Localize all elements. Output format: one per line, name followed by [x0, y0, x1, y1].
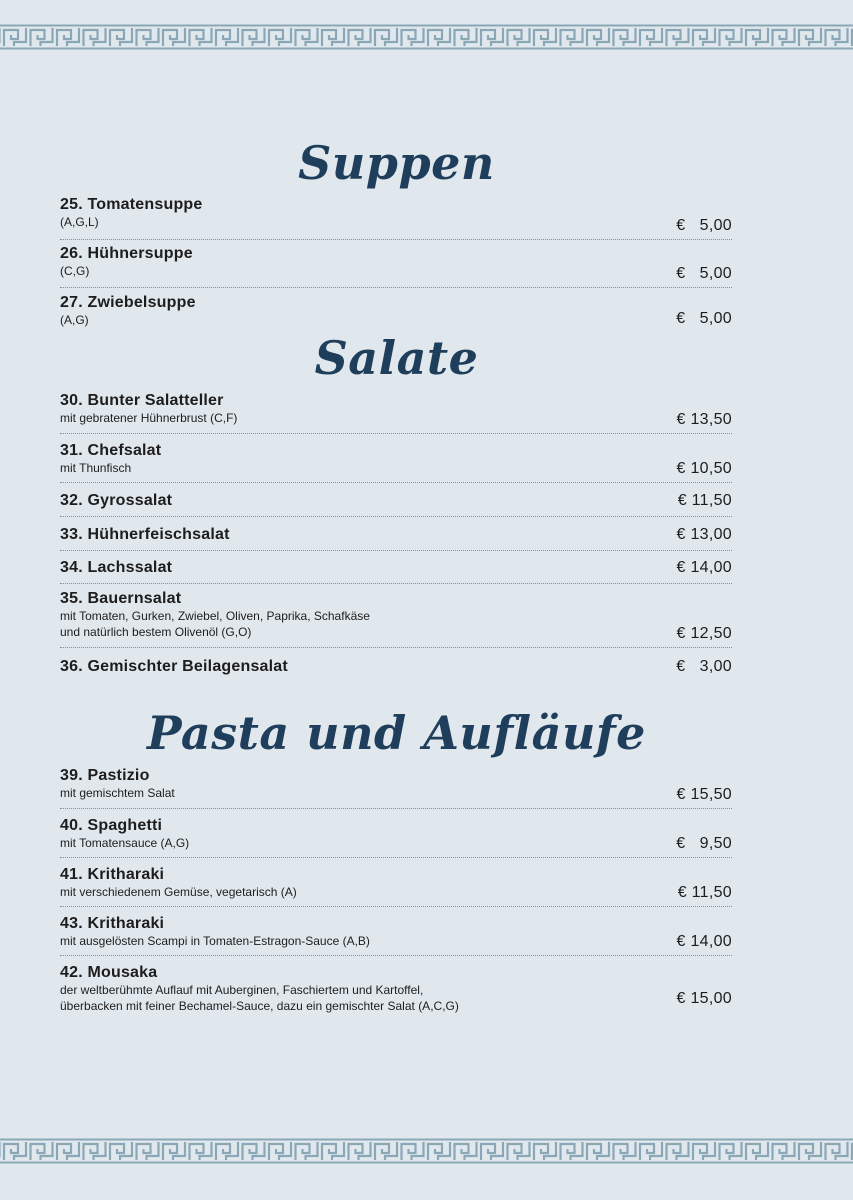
item-price: € 5,00 [676, 265, 732, 282]
item-name: 40. Spaghetti [60, 817, 163, 834]
item-description: mit gemischtem Salat [60, 786, 175, 800]
item-name: 25. Tomatensuppe [60, 196, 203, 213]
menu-list-suppen [60, 196, 732, 332]
item-name: 35. Bauernsalat [60, 590, 182, 607]
menu-item [60, 956, 732, 1012]
item-price: € 15,00 [676, 990, 732, 1007]
section-title-salate: Salate [314, 331, 479, 385]
menu-item [60, 551, 732, 584]
item-allergens: (A,G) [60, 313, 89, 327]
section-title-suppen: Suppen [298, 136, 495, 190]
item-price: € 12,50 [676, 625, 732, 642]
item-name: 36. Gemischter Beilagensalat [60, 658, 288, 675]
item-description: mit ausgelösten Scampi in Tomaten-Estragon-Sauce (A,B) [60, 934, 370, 948]
item-price: € 15,50 [676, 786, 732, 803]
menu-item [60, 240, 732, 288]
item-allergens: (C,G) [60, 264, 90, 278]
section-title-pasta: Pasta und Aufläufe [147, 706, 646, 760]
item-description-line2: und natürlich bestem Olivenöl (G,O) [60, 625, 252, 639]
item-price: € 10,50 [676, 460, 732, 477]
item-price: € 3,00 [676, 658, 732, 675]
item-price: € 5,00 [676, 310, 732, 327]
item-description: der weltberühmte Auflauf mit Auberginen, Faschiertem und Kartoffel, [60, 983, 424, 997]
menu-list-pasta [60, 767, 732, 1012]
item-name: 43. Kritharaki [60, 915, 165, 932]
item-allergens: (A,G,L) [60, 215, 99, 229]
menu-item [60, 858, 732, 907]
item-description: mit gebratener Hühnerbrust (C,F) [60, 411, 238, 425]
item-name: 32. Gyrossalat [60, 492, 173, 509]
item-description: mit Thunfisch [60, 461, 132, 475]
menu-item [60, 648, 732, 679]
menu-item [60, 517, 732, 551]
item-price: € 11,50 [677, 884, 732, 901]
item-description: mit Tomaten, Gurken, Zwiebel, Oliven, Paprika, Schafkäse [60, 609, 370, 623]
item-name: 41. Kritharaki [60, 866, 165, 883]
item-name: 39. Pastizio [60, 767, 150, 784]
item-name: 42. Mousaka [60, 964, 158, 981]
item-name: 31. Chefsalat [60, 442, 162, 459]
item-description: mit Tomatensauce (A,G) [60, 836, 190, 850]
item-price: € 14,00 [676, 933, 732, 950]
menu-item [60, 809, 732, 858]
item-name: 30. Bunter Salatteller [60, 392, 224, 409]
item-description: mit verschiedenem Gemüse, vegetarisch (A) [60, 885, 297, 899]
item-name: 33. Hühnerfeischsalat [60, 526, 230, 543]
menu-item [60, 196, 732, 240]
item-price: € 13,00 [676, 526, 732, 543]
menu-item [60, 584, 732, 648]
greek-key-border-top [0, 24, 853, 50]
greek-key-border-bottom [0, 1138, 853, 1164]
menu-item [60, 483, 732, 517]
item-name: 26. Hühnersuppe [60, 245, 193, 262]
item-description-line2: überbacken mit feiner Bechamel-Sauce, dazu ein gemischter Salat (A,C,G) [60, 999, 459, 1013]
item-price: € 14,00 [676, 559, 732, 576]
item-name: 34. Lachssalat [60, 559, 173, 576]
item-price: € 11,50 [677, 492, 732, 509]
item-price: € 13,50 [676, 411, 732, 428]
item-name: 27. Zwiebelsuppe [60, 294, 196, 311]
menu-item [60, 392, 732, 434]
menu-item [60, 907, 732, 956]
menu-item [60, 434, 732, 483]
menu-item [60, 767, 732, 809]
menu-item [60, 288, 732, 332]
item-price: € 5,00 [676, 217, 732, 234]
item-price: € 9,50 [676, 835, 732, 852]
menu-list-salate [60, 392, 732, 679]
